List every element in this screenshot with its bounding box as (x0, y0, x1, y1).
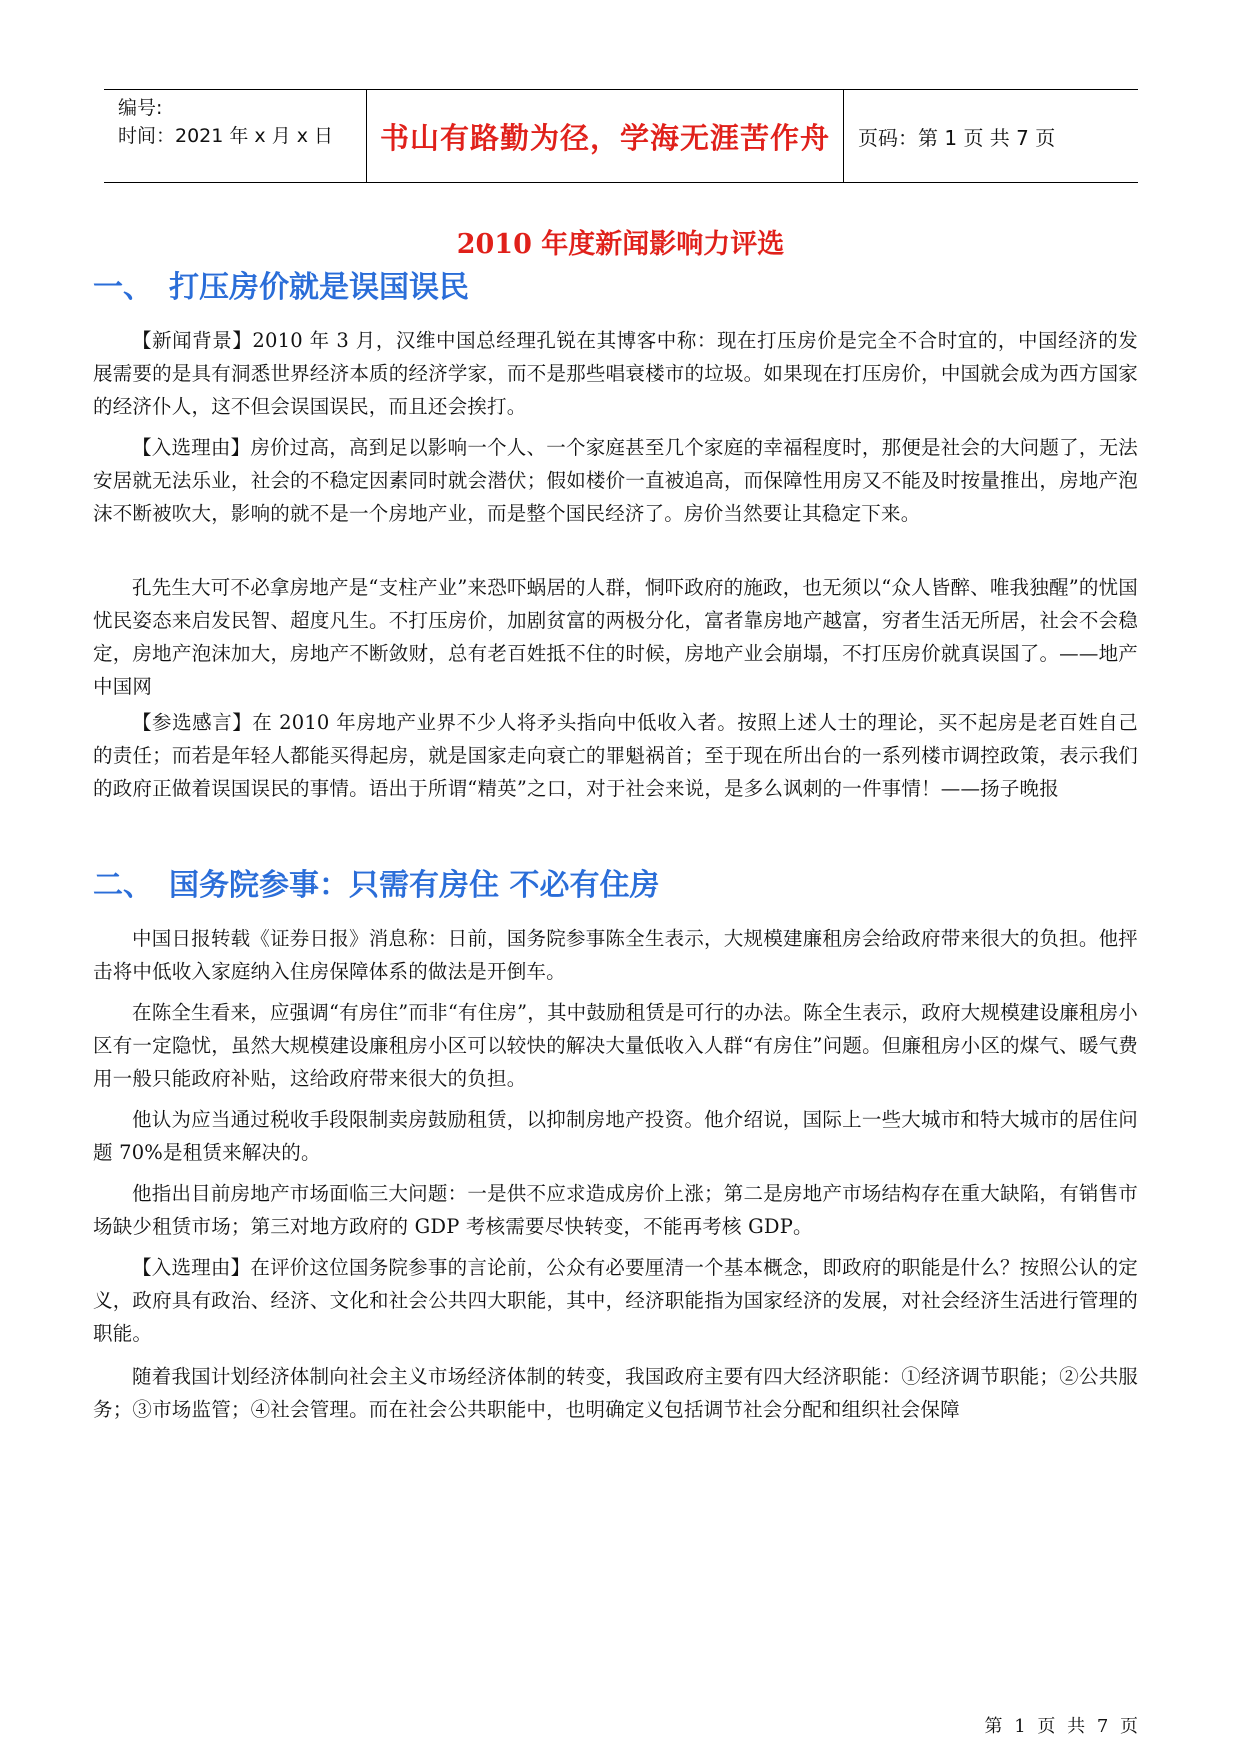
section-heading-1 (93, 262, 469, 306)
paragraph: 中国日报转载《证券日报》消息称：日前，国务院参事陈全生表示，大规模建廉租房会给政府带来很大的负担。他抨击将中低收入家庭纳入住房保障体系的做法是开倒车。 (93, 927, 1138, 983)
paragraph: 在陈全生看来，应强调“有房住”而非“有住房”，其中鼓励租赁是可行的办法。陈全生表示，政府大规模建设廉租房小区有一定隐忧，虽然大规模建设廉租房小区可以较快的解决大量低收入人群“有房住”问题。但廉租房小区的煤气、暖气费用一般只能政府补贴，这给政府带来很大的负担。 (93, 1001, 1138, 1090)
paragraph: 孔先生大可不必拿房地产是“支柱产业”来恐吓蜗居的人群，恫吓政府的施政，也无须以“众人皆醉、唯我独醒”的忧国忧民姿态来启发民智、超度凡生。不打压房价，加剧贫富的两极分化，富者靠房地产越富，穷者生活无所居，社会不会稳定，房地产泡沫加大，房地产不断敛财，总有老百姓抵不住的时候，房地产业会崩塌，不打压房价就真误国了。——地产中国网 (93, 576, 1138, 698)
document-title: 2010 年度新闻影响力评选 (456, 229, 785, 260)
time-label: 时间：2021 年 x 月 x 日 (118, 125, 334, 147)
page-footer: 第 1 页 共 7 页 (984, 1716, 1141, 1737)
section-title: 打压房价就是误国误民 (169, 270, 469, 305)
section-title: 国务院参事：只需有房住 不必有住房 (169, 868, 660, 903)
paragraph: 【入选理由】房价过高，高到足以影响一个人、一个家庭甚至几个家庭的幸福程度时，那便是社会的大问题了，无法安居就无法乐业，社会的不稳定因素同时就会潜伏；假如楼价一直被追高，而保障性用房又不能及时按量推出，房地产泡沫不断被吹大，影响的就不是一个房地产业，而是整个国民经济了。房价当然要让其稳定下来。 (93, 436, 1138, 525)
header-page-info (844, 90, 1138, 182)
section-number: 一、 (93, 270, 153, 305)
header-meta (104, 90, 366, 182)
paragraph: 随着我国计划经济体制向社会主义市场经济体制的转变，我国政府主要有四大经济职能：①经济调节职能；②公共服务；③市场监管；④社会管理。而在社会公共职能中，也明确定义包括调节社会分配和组织社会保障 (93, 1365, 1138, 1421)
paragraph: 他指出目前房地产市场面临三大问题：一是供不应求造成房价上涨；第二是房地产市场结构存在重大缺陷，有销售市场缺少租赁市场；第三对地方政府的 GDP 考核需要尽快转变，不能再考核 GDP。 (93, 1182, 1138, 1238)
section-heading-2 (93, 860, 659, 904)
page-header (104, 89, 1138, 183)
page-info-text: 页码：第 1 页 共 7 页 (858, 125, 1056, 150)
paragraph: 【入选理由】在评价这位国务院参事的言论前，公众有必要厘清一个基本概念，即政府的职能是什么？按照公认的定义，政府具有政治、经济、文化和社会公共四大职能，其中，经济职能指为国家经济的发展，对社会经济生活进行管理的职能。 (93, 1256, 1138, 1345)
number-label: 编号: (118, 97, 163, 119)
section-number: 二、 (93, 868, 153, 903)
header-motto (366, 90, 844, 182)
paragraph: 他认为应当通过税收手段限制卖房鼓励租赁，以抑制房地产投资。他介绍说，国际上一些大城市和特大城市的居住问题 70%是租赁来解决的。 (93, 1108, 1138, 1164)
motto-text: 书山有路勤为径，学海无涯苦作舟 (379, 120, 830, 155)
paragraph: 【新闻背景】2010 年 3 月，汉维中国总经理孔锐在其博客中称：现在打压房价是完全不合时宜的，中国经济的发展需要的是具有洞悉世界经济本质的经济学家，而不是那些唱衰楼市的垃圾。如果现在打压房价，中国就会成为西方国家的经济仆人，这不但会误国误民，而且还会挨打。 (93, 329, 1138, 418)
paragraph: 【参选感言】在 2010 年房地产业界不少人将矛头指向中低收入者。按照上述人士的理论，买不起房是老百姓自己的责任；而若是年轻人都能买得起房，就是国家走向衰亡的罪魁祸首；至于现在所出台的一系列楼市调控政策，表示我们的政府正做着误国误民的事情。语出于所谓“精英”之口，对于社会来说，是多么讽刺的一件事情！——扬子晚报 (93, 711, 1138, 800)
